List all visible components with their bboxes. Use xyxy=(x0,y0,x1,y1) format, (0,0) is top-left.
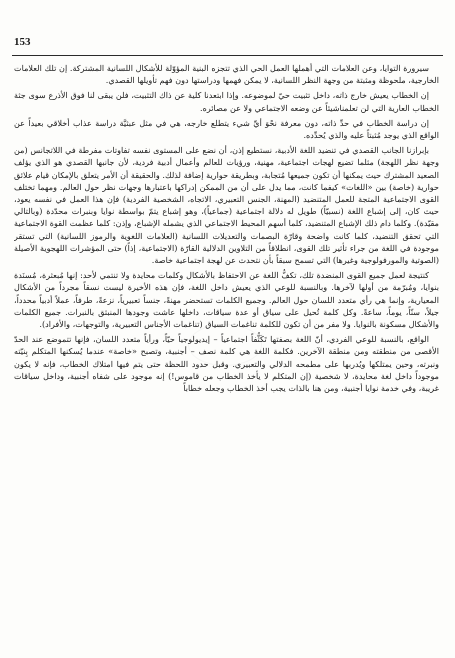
header-rule xyxy=(12,55,443,56)
paragraph: كنتيجة لعمل جميع القوى المنضدة تلك، تكفُّ اللغة عن الاحتفاظ بالأشكال وكلمات محايدة ولا تنتمي لأحد: إنها مُبعثرة، مُسنَدة بنوايا، ومُبرّمة من أولها لآخرها. وبالنسبة للوعي الذي يعيش داخل اللغة، فإن هذه الأخيرة ليست نسقاً مجرداً من الأشكال المعيارية، وإنما هي رأي متعدد اللسان حول العالم. وجميع الكلمات تستحضر مهنةً، جنساً تعبيرياً، نزعةً، طرفاً، عملاً أدبياً محدداً، جيلاً، سنّاً، يوماً، ساعةً. وكل كلمة تُحيل على سياق أو عدة سياقات، داخلها عاشت وجودها المنبثق بالنبرات. جميع الكلمات والأشكال مسكونة بالنوايا. ولا مفر من أن تكون للكلمة تناغمات السياق (تناغمات الأجناس التعبيرية، والتوجهات، والأفراد). xyxy=(14,270,439,330)
paragraph: إن دراسة الخطاب في حدِّ ذاته، دون معرفة نحْوَ أيِّ شيء يتطلع خارجه، هي في مثل عبثيَّة دراسة عذاب أخلاقي بعيداً عن الواقع الذي يوجد مُثبتاً عليه والذي يُحدِّده. xyxy=(14,117,439,141)
paragraph: بإبرازنا الجانب القصدي في تنضيد اللغة الأدبية، نستطيع إذن، أن نضع على المستوى نفسه تفاوتات مفرطة في اللاتجانس (من وجهة نظر اللهجة) مثلما تضيع لهجات اجتماعية، مهنية، ورؤيات للعالم وأعمال أدبية فردية، لأن جانبها القصدي هو الذي يؤلف الصعيد المشترك حيث يمكنها أن تكون جميعها مُتجابة، وبطريقة حوارية إضافة لذلك. والحقيقة أن الأمر يتعلق بالإمكان قيام علائق حوارية (خاصة) بين «اللغات» كيفما كانت، مما يدل على أن من الممكن إدراكها باعتبارها وجهات نظر حول العالم. ومهما تختلف القوى الاجتماعية المتجة للعمل المتنضيد (المهنة، الجنس التعبيري، الاتجاه، الشخصية الفردية) فإن هذا العمل في نفسه يعود، حيث كان، إلى إشباع اللغة (نسبيّاً) طويل له دلالة اجتماعية (جماعياً)، وهو إشباع يتمّ بواسطة نوايا وبنبرات محدّدة (وبالتالي مقيّدة). وكلما دام ذلك الإشباع المتنضيد، كلما أسهم المحيط الاجتماعي الذي يشمله الإشباع، وإذن: كلما عظمت القوة الاجتماعية التي تحقق التنضيد، كلما كانت واضحة وقارّة البصمات والتعديلات اللسانية (العلامات اللغوية والرموز اللسانية) التي تستقر موجودة في اللغة من جراء تأثير تلك القوى، انطلاقاً من التلاوين الدلالية القارّة (الاجتماعية، إذاً) حتى المؤشرات اللهجوية الأصيلة (الصوتية والمورفولوجية وغيرها) التي تسمح سبقاً بأن نتحدث عن لهجة اجتماعية خاصة. xyxy=(14,145,439,266)
paragraph: الواقع، بالنسبة للوعي الفردي، أنّ اللغة بصفتها تَكَثُّفاً اجتماعياً – إيديولوجياً حيّاً، ورأياً متعدد اللسان، فإنها تتموضع عند الحدّ الأقصى من منطقته ومن منطقة الآخرين. فكلمة اللغة هي كلمة نصف – أجنبية، وتصبح «خاصة» عندما يُسكنها المتكلم بِنيّته ونبرته، وحين يمتلكها ويُدربها على مطمحه الدلالي والتعبيري. وقبل حدود اللحظة حتى يتم فيها امتلاك الخطاب، فإنه لا يكون موجوداً داخل لغة محايدة، لا شخصية (إن المتكلم لا يأخذ الخطاب من قاموس!) إنه موجود على شفاه أجنبية، وداخل سياقات غريبة، وفي خدمة نوايا أجنبية، ومن هنا بالذات يجب أخذ الخطاب وجعله خطاباً xyxy=(14,334,439,394)
paragraph: إن الخطاب يعيش خارج ذاته، داخل تثبيت حيّ لموضوعه. وإذا ابتعدنا كلية عن ذاك التثبيت، فلن يبقى لنا فوق الأذرع سوى جثة الخطاب العارية التي لن تعلمناشيئاً عن وضعه الاجتماعي ولا عن مصائره. xyxy=(14,90,439,113)
page-number: 153 xyxy=(14,36,31,48)
paragraph: سيرورة التوايا، وعن العلامات التي أهملها العمل الحي الذي تتجزه البنية المؤوّلة للأشكال اللسانية المشتركة. إن تلك العلامات الخارجية، ملحوظة ومثبتة من وجهة النظر اللسانية، لا يمكن فهمها ودراستها دون فهم تأويلها القصدي. xyxy=(14,63,439,86)
body-text xyxy=(14,62,439,644)
